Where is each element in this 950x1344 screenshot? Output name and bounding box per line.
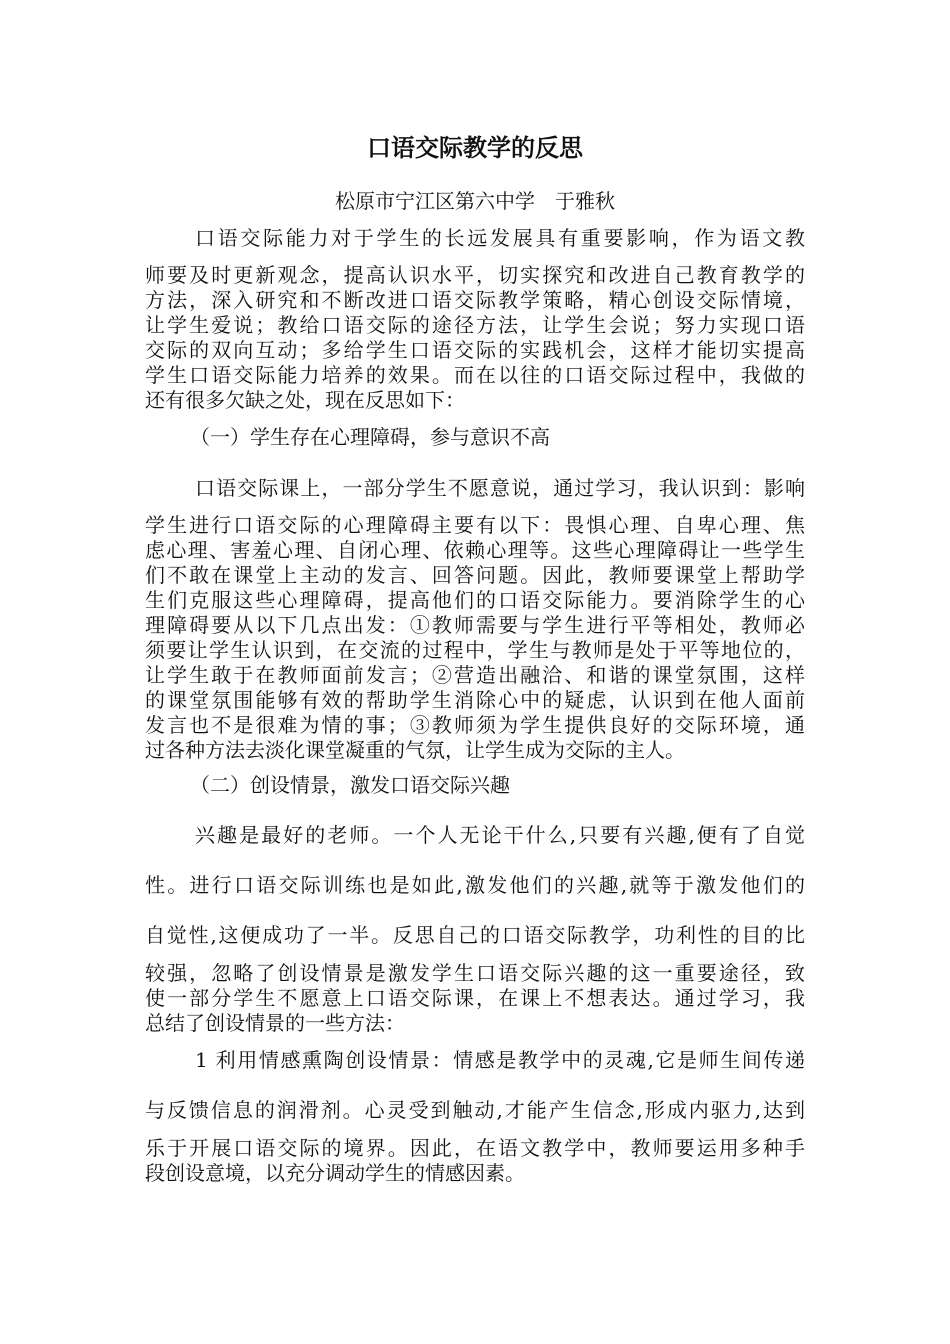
paragraph-line: 段创设意境，以充分调动学生的情感因素。 xyxy=(145,1161,525,1185)
paragraph-line: 让学生敢于在教师面前发言；②营造出融洽、和谐的课堂氛围，这样 xyxy=(145,663,805,687)
paragraph-line: 1 利用情感熏陶创设情景：情感是教学中的灵魂,它是师生间传递 xyxy=(195,1048,805,1072)
paragraph-line: 口语交际能力对于学生的长远发展具有重要影响，作为语文教 xyxy=(195,226,805,250)
paragraph-line: 过各种方法去淡化课堂凝重的气氛，让学生成为交际的主人。 xyxy=(145,738,685,762)
paragraph-line: 还有很多欠缺之处，现在反思如下： xyxy=(145,388,465,412)
paragraph-line: 自觉性,这便成功了一半。反思自己的口语交际教学，功利性的目的比 xyxy=(145,923,805,947)
paragraph-line: 性。进行口语交际训练也是如此,激发他们的兴趣,就等于激发他们的 xyxy=(145,873,805,897)
paragraph-line: 虑心理、害羞心理、自闭心理、依赖心理等。这些心理障碍让一些学生 xyxy=(145,538,805,562)
section-heading: （一）学生存在心理障碍，参与意识不高 xyxy=(190,425,550,449)
section-heading: （二）创设情景，激发口语交际兴趣 xyxy=(190,773,510,797)
paragraph-line: 们不敢在课堂上主动的发言、回答问题。因此，教师要课堂上帮助学 xyxy=(145,563,805,587)
paragraph-line: 交际的双向互动；多给学生口语交际的实践机会，这样才能切实提高 xyxy=(145,338,805,362)
paragraph-line: 须要让学生认识到，在交流的过程中，学生与教师是处于平等地位的， xyxy=(145,638,805,662)
paragraph-line: 兴趣是最好的老师。一个人无论干什么,只要有兴趣,便有了自觉 xyxy=(195,823,805,847)
paragraph-line: 乐于开展口语交际的境界。因此，在语文教学中，教师要运用多种手 xyxy=(145,1136,805,1160)
paragraph-line: 让学生爱说；教给口语交际的途径方法，让学生会说；努力实现口语 xyxy=(145,313,805,337)
author-line: 松原市宁江区第六中学 于雅秋 xyxy=(335,189,615,213)
paragraph-line: 较强，忽略了创设情景是激发学生口语交际兴趣的这一重要途径，致 xyxy=(145,961,805,985)
paragraph-line: 总结了创设情景的一些方法： xyxy=(145,1011,405,1035)
paragraph-line: 的课堂氛围能够有效的帮助学生消除心中的疑虑，认识到在他人面前 xyxy=(145,688,805,712)
paragraph-line: 理障碍要从以下几点出发：①教师需要与学生进行平等相处，教师必 xyxy=(145,613,805,637)
paragraph-line: 使一部分学生不愿意上口语交际课，在课上不想表达。通过学习，我 xyxy=(145,986,805,1010)
paragraph-line: 学生口语交际能力培养的效果。而在以往的口语交际过程中，我做的 xyxy=(145,363,805,387)
paragraph-line: 学生进行口语交际的心理障碍主要有以下：畏惧心理、自卑心理、焦 xyxy=(145,513,805,537)
paragraph-line: 师要及时更新观念，提高认识水平，切实探究和改进自己教育教学的 xyxy=(145,263,805,287)
paragraph-line: 方法，深入研究和不断改进口语交际教学策略，精心创设交际情境， xyxy=(145,288,805,312)
paragraph-line: 与反馈信息的润滑剂。心灵受到触动,才能产生信念,形成内驱力,达到 xyxy=(145,1098,805,1122)
paragraph-line: 口语交际课上，一部分学生不愿意说，通过学习，我认识到：影响 xyxy=(195,476,805,500)
document-title: 口语交际教学的反思 xyxy=(367,133,583,162)
paragraph-line: 发言也不是很难为情的事；③教师须为学生提供良好的交际环境，通 xyxy=(145,713,805,737)
paragraph-line: 生们克服这些心理障碍，提高他们的口语交际能力。要消除学生的心 xyxy=(145,588,805,612)
